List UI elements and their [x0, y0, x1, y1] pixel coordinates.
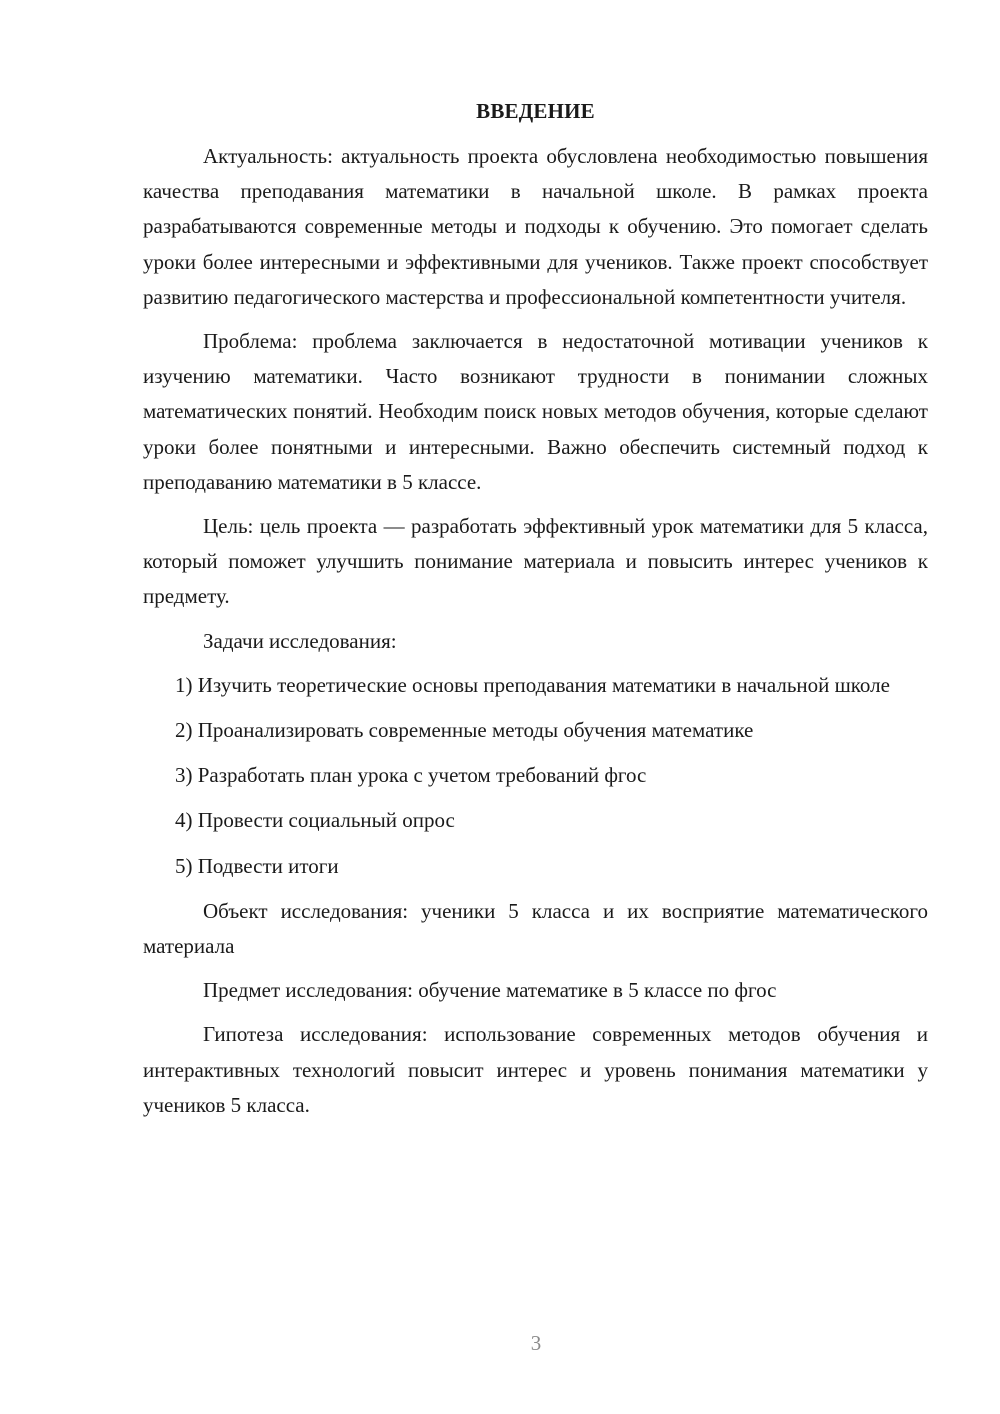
task-item: 5) Подвести итоги: [175, 853, 339, 878]
task-item: 2) Проанализировать современные методы обучения математике: [175, 718, 754, 743]
object-paragraph: Объект исследования: ученики 5 класса и их восприятие математического материала: [143, 898, 928, 959]
goal-paragraph: Цель: цель проекта — разработать эффективный урок математики для 5 класса, который поможет улучшить понимание материала и повысить интерес учеников к предмету.: [143, 514, 928, 609]
relevance-paragraph: Актуальность: актуальность проекта обусловлена необходимостью повышения качества преподавания математики в начальной школе. В рамках проекта разрабатываются современные методы и подходы к обучению. Это помогает сделать уроки более интересными и эффективными для учеников. Также проект способствует развитию педагогического мастерства и профессиональной компетентности учителя.: [143, 144, 928, 309]
section-heading: ВВЕДЕНИЕ: [476, 99, 595, 123]
hypothesis-paragraph: Гипотеза исследования: использование современных методов обучения и интерактивных технологий повысит интерес и уровень понимания математики у учеников 5 класса.: [143, 1022, 928, 1117]
page-number: 3: [530, 1331, 542, 1355]
page-body: [143, 94, 928, 1132]
task-item: 3) Разработать план урока с учетом требований фгос: [175, 763, 647, 788]
task-item: 4) Провести социальный опрос: [175, 808, 455, 833]
tasks-list: [143, 668, 928, 884]
problem-paragraph: Проблема: проблема заключается в недостаточной мотивации учеников к изучению математики. Часто возникают трудности в понимании сложных математических понятий. Необходим поиск новых методов обучения, которые сделают уроки более понятными и интересными. Важно обеспечить системный подход к преподаванию математики в 5 классе.: [143, 329, 928, 494]
subject-paragraph: Предмет исследования: обучение математике в 5 классе по фгос: [203, 978, 777, 1003]
tasks-heading: Задачи исследования:: [203, 628, 397, 653]
task-item: 1) Изучить теоретические основы преподавания математики в начальной школе: [175, 672, 890, 697]
